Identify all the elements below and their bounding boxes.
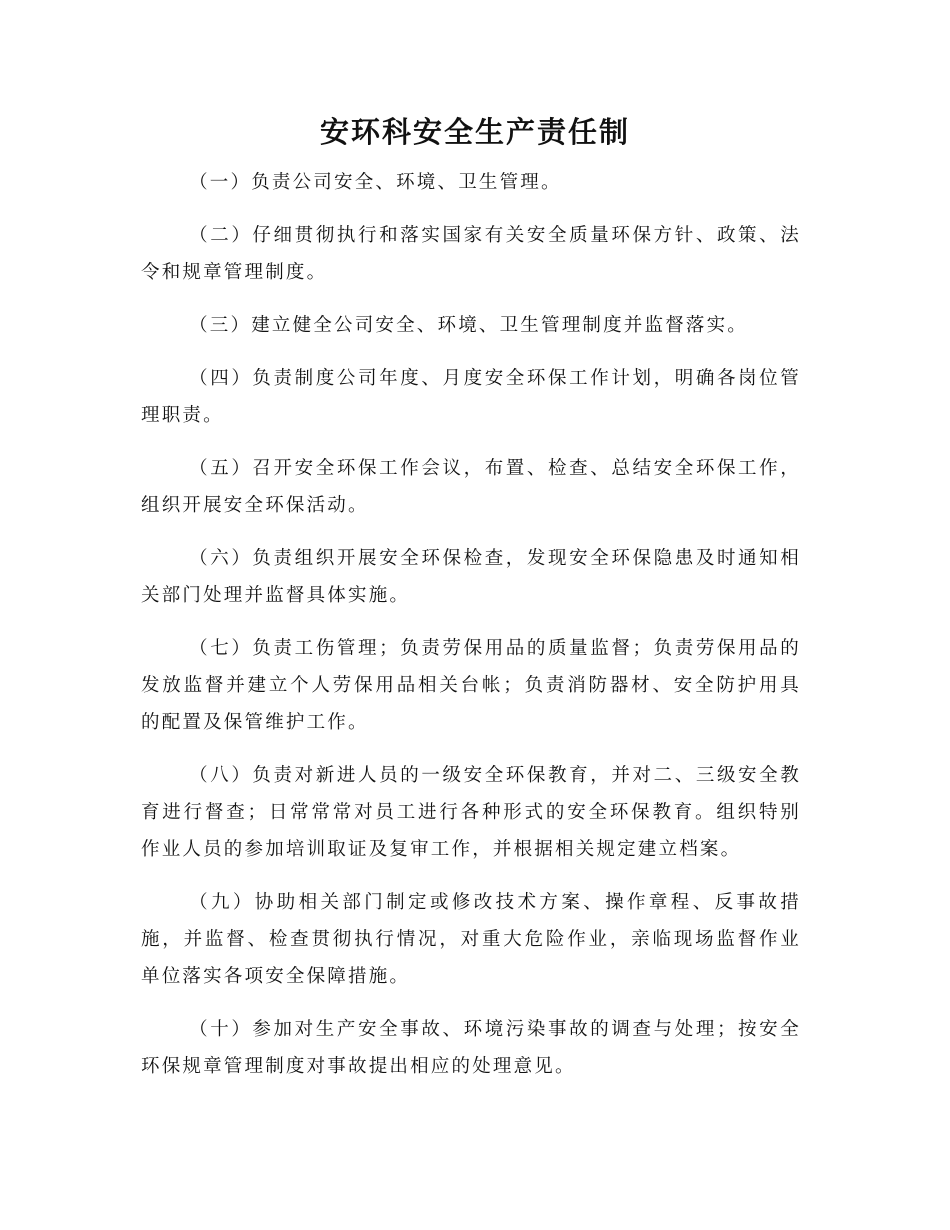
paragraph-8: （八）负责对新进人员的一级安全环保教育，并对二、三级安全教育进行督查；日常常常对员工进行各种形式的安全环保教育。组织特别作业人员的参加培训取证及复审工作，并根据相关规定建立档案。 <box>141 765 801 860</box>
document-body <box>141 164 801 1101</box>
paragraph-3: （三）建立健全公司安全、环境、卫生管理制度并监督落实。 <box>189 315 748 336</box>
paragraph-5: （五）召开安全环保工作会议，布置、检查、总结安全环保工作，组织开展安全环保活动。 <box>141 458 801 516</box>
paragraph-10: （十）参加对生产安全事故、环境污染事故的调查与处理；按安全环保规章管理制度对事故提出相应的处理意见。 <box>141 1019 801 1077</box>
paragraph-7: （七）负责工伤管理；负责劳保用品的质量监督；负责劳保用品的发放监督并建立个人劳保用品相关台帐；负责消防器材、安全防护用具的配置及保管维护工作。 <box>141 638 801 733</box>
paragraph-6: （六）负责组织开展安全环保检查，发现安全环保隐患及时通知相关部门处理并监督具体实施。 <box>141 548 801 606</box>
paragraph-1: （一）负责公司安全、环境、卫生管理。 <box>189 172 562 193</box>
document-title: 安环科安全生产责任制 <box>319 115 630 149</box>
paragraph-4: （四）负责制度公司年度、月度安全环保工作计划，明确各岗位管理职责。 <box>141 368 801 426</box>
paragraph-2: （二）仔细贯彻执行和落实国家有关安全质量环保方针、政策、法令和规章管理制度。 <box>141 225 801 283</box>
paragraph-9: （九）协助相关部门制定或修改技术方案、操作章程、反事故措施，并监督、检查贯彻执行情况，对重大危险作业，亲临现场监督作业单位落实各项安全保障措施。 <box>141 892 801 987</box>
